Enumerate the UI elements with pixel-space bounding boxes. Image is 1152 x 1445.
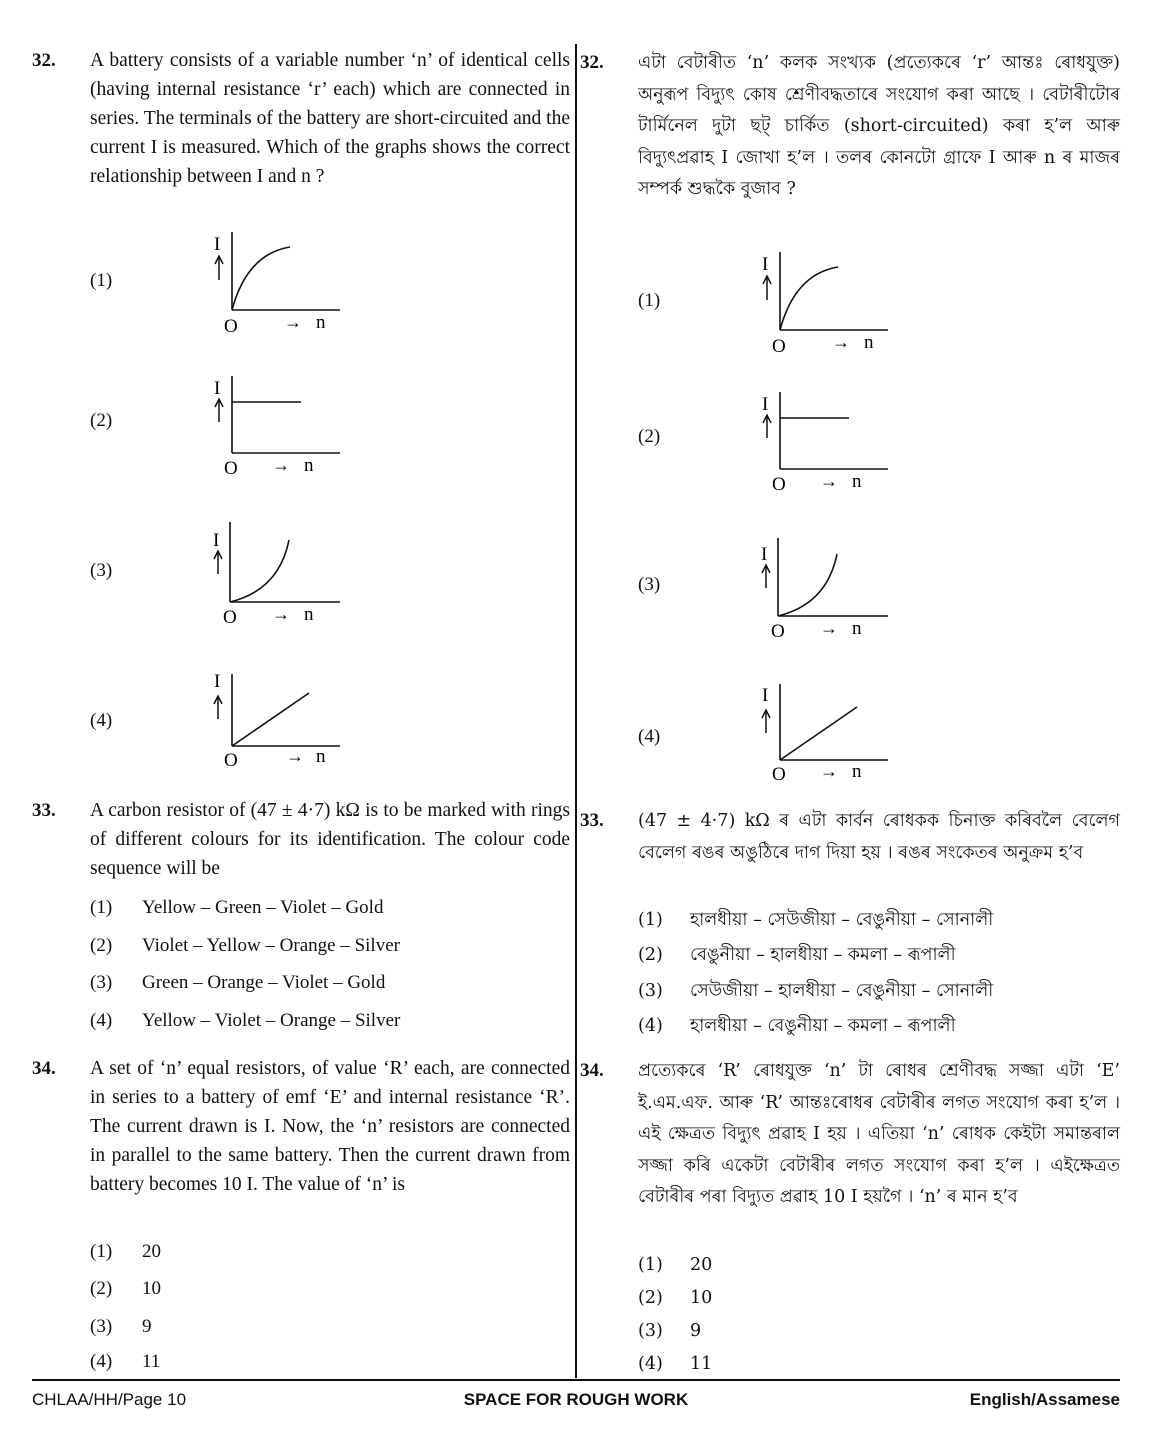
option-number: (3) xyxy=(638,574,661,595)
question-number: 34. xyxy=(580,1060,604,1081)
option-2: (2) 10 xyxy=(90,1278,161,1299)
question-number: 32. xyxy=(32,50,56,71)
question-text: এটা বেটাৰীত ‘n’ কলক সংখ্যক (প্ৰত্যেকৰে ‘r’ আন্তঃ ৰোধযুক্ত) অনুৰূপ বিদ্যুৎ কোষ শ্ৰেণীবদ্ধতাৰে সংযোগ কৰা আছে । বেটাৰীটোৰ টাৰ্মিনেল দুটা ছট্ চাৰ্কিত (short-circuited) কৰা হ’ল আৰু বিদ্যুৎপ্ৰৱাহ I জোখা হ’ল । তলৰ কোনটো গ্ৰাফে I আৰু n ৰ মাজৰ সম্পৰ্ক শুদ্ধকৈ বুজাব ? xyxy=(638,53,1120,199)
svg-text:n: n xyxy=(864,332,874,353)
assamese-column xyxy=(580,46,1120,1376)
option-1: (1) 20 xyxy=(638,1255,713,1275)
svg-text:→: → xyxy=(820,618,838,638)
graph-option-3 xyxy=(90,520,350,640)
svg-text:O: O xyxy=(224,750,238,771)
option-4: (4) Yellow – Violet – Orange – Silver xyxy=(90,1010,401,1031)
option-number: (2) xyxy=(638,426,661,447)
question-text: প্ৰত্যেকৰে ‘R’ ৰোধযুক্ত ‘n’ টা ৰোধৰ শ্ৰেণীবদ্ধ সজ্জা এটা ‘E’ ই.এম.এফ. আৰু ‘R’ আন্তঃৰোধৰ বেটাৰীৰ লগত সংযোগ কৰা হ’ল । এই ক্ষেত্ৰত বিদ্যুৎ প্ৰৱাহ I হয় । এতিয়া ‘n’ ৰোধক কেইটা সমান্তৰাল সজ্জা কৰি একেটা বেটাৰীৰ লগত সংযোগ কৰা হ’ল । এইক্ষেত্ৰত বেটাৰীৰ পৰা বিদ্যুত প্ৰৱাহ 10 I হয়গৈ । ‘n’ ৰ মান হ’ব xyxy=(638,1061,1120,1207)
option-number: (4) xyxy=(90,710,113,731)
graph-option-4 xyxy=(90,666,350,786)
svg-text:O: O xyxy=(772,336,786,357)
svg-text:→: → xyxy=(820,761,838,781)
svg-text:O: O xyxy=(771,621,785,642)
origin-label: O xyxy=(224,316,238,337)
question-number: 34. xyxy=(32,1058,56,1079)
question-33 xyxy=(580,806,1120,869)
svg-text:I: I xyxy=(214,378,221,399)
option-3: (3) সেউজীয়া – হালধীয়া – বেঙুনীয়া – সোনালী xyxy=(638,981,994,1001)
option-2: (2) Violet – Yellow – Orange – Silver xyxy=(90,935,400,956)
graph-option-2 xyxy=(638,390,898,510)
option-1: (1) হালধীয়া – সেউজীয়া – বেঙুনীয়া – সোনালী xyxy=(638,910,994,930)
svg-text:n: n xyxy=(304,455,314,476)
option-4: (4) হালধীয়া – বেঙুনীয়া – কমলা – ৰূপালী xyxy=(638,1016,956,1036)
graph-constant xyxy=(152,374,314,484)
svg-text:I: I xyxy=(762,394,769,415)
svg-text:I: I xyxy=(761,544,768,565)
svg-text:O: O xyxy=(772,474,786,495)
question-34 xyxy=(32,1054,570,1199)
option-4: (4) 11 xyxy=(638,1354,713,1374)
graph-option-1 xyxy=(90,232,350,352)
option-number: (3) xyxy=(90,560,113,581)
graph-option-1 xyxy=(638,252,898,372)
svg-text:n: n xyxy=(852,618,862,639)
english-column xyxy=(32,46,570,1376)
question-32 xyxy=(32,46,570,191)
question-32 xyxy=(580,48,1120,206)
x-axis-arrow: → xyxy=(284,312,302,332)
svg-text:→: → xyxy=(820,471,838,491)
svg-text:O: O xyxy=(224,458,238,479)
question-number: 32. xyxy=(580,52,604,73)
svg-text:→: → xyxy=(286,746,304,766)
graph-concave-up xyxy=(700,536,862,646)
svg-text:O: O xyxy=(223,607,237,628)
footer-rule xyxy=(32,1379,1120,1381)
graph-option-3 xyxy=(638,536,898,656)
graph-linear xyxy=(700,682,862,792)
graph-concave-down xyxy=(700,252,874,362)
question-text: (47 ± 4·7) kΩ ৰ এটা কাৰ্বন ৰোধকক চিনাক্ত কৰিবলৈ বেলেগ বেলেগ ৰঙৰ অঙুঠিৰে দাগ দিয়া হয় । ৰঙৰ সংকেতৰ অনুক্ৰম হ’ব xyxy=(638,811,1120,863)
option-number: (1) xyxy=(638,290,661,311)
question-34 xyxy=(580,1056,1120,1214)
option-4: (4) 11 xyxy=(90,1351,161,1372)
question-text: A carbon resistor of (47 ± 4·7) kΩ is to be marked with rings of different colours for its identification. The colour code sequence will be xyxy=(90,800,570,879)
language-label: English/Assamese xyxy=(969,1390,1120,1409)
svg-text:n: n xyxy=(304,604,314,625)
svg-text:→: → xyxy=(832,332,850,352)
option-2: (2) বেঙুনীয়া – হালধীয়া – কমলা – ৰূপালী xyxy=(638,945,956,965)
option-number: (1) xyxy=(90,270,113,291)
column-divider xyxy=(575,44,577,1378)
svg-text:n: n xyxy=(852,761,862,782)
svg-text:I: I xyxy=(762,254,769,275)
graph-option-2 xyxy=(90,374,350,494)
question-text: A set of ‘n’ equal resistors, of value ‘R’ each, are connected in series to a battery of emf ‘E’ and internal resistance ‘R’. The current drawn is I. Now, the ‘n’ resistors are connected in parallel to the same battery. Then the current drawn from battery becomes 10 I. The value of ‘n’ is xyxy=(90,1058,570,1195)
svg-text:I: I xyxy=(213,530,220,551)
option-number: (2) xyxy=(90,410,113,431)
svg-text:→: → xyxy=(272,604,290,624)
x-axis-label: n xyxy=(316,312,326,333)
option-3: (3) 9 xyxy=(638,1321,702,1341)
svg-text:n: n xyxy=(316,746,326,767)
y-axis-label: I xyxy=(214,234,221,255)
svg-text:O: O xyxy=(772,764,786,785)
graph-option-4 xyxy=(638,682,898,802)
graph-constant xyxy=(700,390,862,500)
question-text: A battery consists of a variable number ‘n’ of identical cells (having internal resistance ‘r’ each) which are connected in series. The terminals of the battery are short-circuited and the current I is measured. Which of the graphs shows the correct relationship between I and n ? xyxy=(90,50,570,187)
option-number: (4) xyxy=(638,726,661,747)
option-3: (3) 9 xyxy=(90,1316,152,1337)
question-33 xyxy=(32,796,570,883)
graph-concave-up xyxy=(152,520,314,630)
svg-text:→: → xyxy=(272,455,290,475)
question-number: 33. xyxy=(32,800,56,821)
svg-text:n: n xyxy=(852,471,862,492)
graph-linear xyxy=(152,666,326,776)
rough-work-label: SPACE FOR ROUGH WORK xyxy=(463,1390,689,1409)
question-number: 33. xyxy=(580,810,604,831)
svg-text:I: I xyxy=(762,685,769,706)
option-2: (2) 10 xyxy=(638,1288,713,1308)
option-1: (1) Yellow – Green – Violet – Gold xyxy=(90,897,384,918)
option-3: (3) Green – Orange – Violet – Gold xyxy=(90,972,386,993)
option-1: (1) 20 xyxy=(90,1241,161,1262)
graph-concave-down xyxy=(152,232,326,342)
page-code: CHLAA/HH/Page 10 xyxy=(32,1390,187,1409)
svg-text:I: I xyxy=(214,671,221,692)
